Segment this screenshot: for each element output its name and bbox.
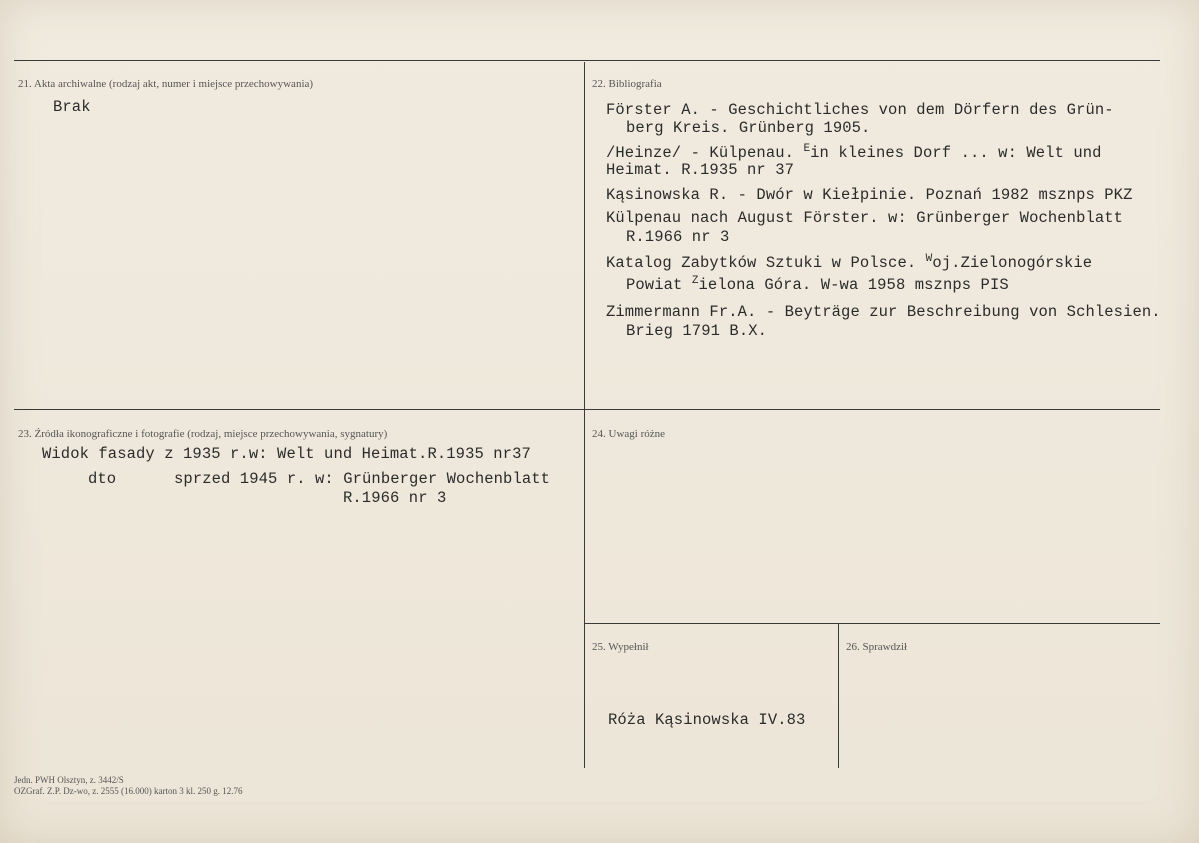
bibliography-line: Förster A. - Geschichtliches von dem Dörfern des Grün- — [606, 101, 1114, 119]
bibliography-text: ielona Góra. W-wa 1958 msznps PIS — [698, 276, 1009, 294]
center-divider — [584, 62, 585, 768]
bibliography-text: in kleines Dorf ... w: Welt und — [810, 144, 1102, 162]
printer-line-2: OZGraf. Z.P. Dz-wo, z. 2555 (16.000) karton 3 kl. 250 g. 12.76 — [14, 786, 243, 796]
bibliography-line — [606, 144, 1102, 162]
middle-rule — [14, 409, 1160, 410]
section-25-label: 25. Wypełnił — [592, 641, 649, 653]
bibliography-text: oj.Zielonogórskie — [932, 254, 1093, 272]
section-26-label: 26. Sprawdził — [846, 641, 908, 653]
filled-by-signature: Róża Kąsinowska IV.83 — [608, 711, 806, 729]
bibliography-text: Katalog Zabytków Sztuki w Polsce. — [606, 254, 926, 272]
section-22-label: 22. Bibliografia — [592, 78, 662, 90]
bibliography-text: /Heinze/ - Külpenau. — [606, 144, 804, 162]
printer-line-1: Jedn. PWH Olsztyn, z. 3442/S — [14, 775, 124, 785]
section-24-label: 24. Uwagi różne — [592, 428, 666, 440]
bibliography-line: Heimat. R.1935 nr 37 — [606, 161, 795, 179]
iconography-line: dto — [88, 470, 117, 488]
bibliography-line: Zimmermann Fr.A. - Beyträge zur Beschreibung von Schlesien. — [606, 303, 1161, 321]
section-21-content: Brak — [53, 98, 91, 116]
bibliography-line — [626, 276, 1009, 294]
bibliography-line: R.1966 nr 3 — [626, 228, 730, 246]
bibliography-text: W — [925, 252, 933, 265]
bibliography-line: Brieg 1791 B.X. — [626, 322, 768, 340]
bibliography-line: Kąsinowska R. - Dwór w Kiełpinie. Poznań 1982 msznps PKZ — [606, 186, 1133, 204]
section-23-label: 23. Źródła ikonograficzne i fotografie (rodzaj, miejsce przechowywania, sygnatury) — [18, 428, 388, 440]
signature-rule — [585, 623, 1160, 624]
bibliography-text: Z — [691, 274, 699, 287]
bibliography-text: E — [803, 142, 811, 155]
bibliography-text: Powiat — [626, 276, 692, 294]
bibliography-line: berg Kreis. Grünberg 1905. — [626, 119, 871, 137]
signature-divider — [838, 624, 839, 768]
section-21-label: 21. Akta archiwalne (rodzaj akt, numer i miejsce przechowywania) — [18, 78, 314, 90]
bibliography-line: Külpenau nach August Förster. w: Grünberger Wochenblatt — [606, 209, 1124, 227]
bibliography-line — [606, 254, 1092, 272]
iconography-line: Widok fasady z 1935 r.w: Welt und Heimat.R.1935 nr37 — [42, 445, 531, 463]
iconography-line: R.1966 nr 3 — [343, 489, 447, 507]
iconography-line: sprzed 1945 r. w: Grünberger Wochenblatt — [174, 470, 551, 488]
top-rule — [14, 60, 1160, 61]
